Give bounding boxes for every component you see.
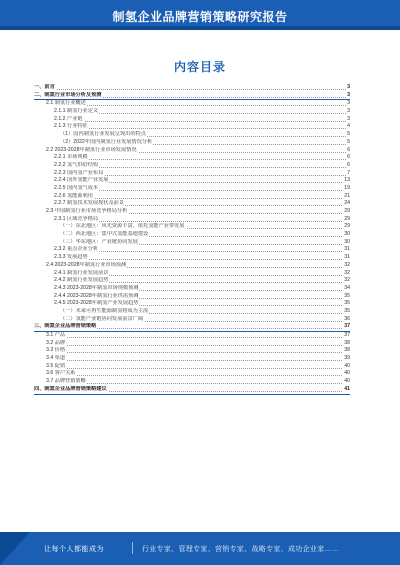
- toc-entry[interactable]: [34, 208, 350, 216]
- toc-entry-label: （2）2022年国内制氢行业发展情况分析: [60, 138, 153, 145]
- toc-entry-page: 5: [347, 131, 350, 138]
- toc-entry-label: 2.3.3 发展趋势: [54, 254, 88, 261]
- toc-entry-page: 3: [347, 84, 350, 90]
- toc-entry[interactable]: [34, 340, 350, 348]
- toc-heading: 内容目录: [173, 60, 226, 74]
- toc-entry[interactable]: [34, 193, 350, 201]
- toc-entry-page: 31: [344, 246, 350, 253]
- toc-entry[interactable]: [34, 92, 350, 101]
- toc-entry-label: 2.2.6 氢能源利用: [54, 192, 93, 199]
- toc-entry-label: 2.2.4 国外氢能产业发展: [54, 177, 109, 184]
- toc-leader-dots: [54, 259, 350, 260]
- toc-entry-page: 6: [347, 146, 350, 153]
- toc-leader-dots: [46, 345, 350, 346]
- toc-leader-dots: [46, 375, 350, 376]
- toc-entry[interactable]: [34, 370, 350, 378]
- toc-entry[interactable]: [34, 239, 350, 247]
- toc-entry[interactable]: [34, 308, 350, 316]
- toc-entry-label: 2.2.1 市场规模: [54, 154, 88, 161]
- toc-entry-label: 2.1.3 行业特征: [54, 123, 88, 130]
- toc-entry-page: 21: [344, 192, 350, 199]
- toc-entry[interactable]: [34, 355, 350, 363]
- toc-entry-page: 35: [344, 300, 350, 307]
- toc-entry-label: 三、制氢企业品牌营销策略: [34, 323, 97, 330]
- toc-entry-label: 2.2.7 制氢技术发展现状及前景: [54, 200, 125, 207]
- toc-entry-label: （二）西北地区：集中式氢能基地建设: [60, 231, 149, 238]
- toc-entry-label: （一）未来可再生能源制氢将成为主流: [60, 307, 149, 314]
- toc-entry-page: 32: [344, 261, 350, 268]
- toc-entry[interactable]: [34, 270, 350, 278]
- toc-entry[interactable]: [34, 131, 350, 139]
- toc-entry-page: 39: [344, 355, 350, 362]
- footer-divider: [132, 542, 133, 554]
- footer-roles: 行业专家、管理专家、营销专家、战略专家、成功企业家……: [142, 546, 340, 553]
- toc-entry-page: 29: [344, 215, 350, 222]
- toc-entry[interactable]: [34, 162, 350, 170]
- toc-entry-label: 2.2.3 国内氢产业布局: [54, 169, 104, 176]
- toc-entry-page: 34: [344, 284, 350, 291]
- toc-entry-label: 2.3.2 重点企业分析: [54, 246, 99, 253]
- toc-entry-page: 40: [344, 378, 350, 385]
- table-of-contents: [34, 84, 350, 395]
- toc-entry-label: 2.2 2023-2028年制氢行业市场发展情况: [46, 146, 137, 153]
- toc-entry-label: 2.4.1 制氢行业发展前景: [54, 269, 109, 276]
- toc-leader-dots: [46, 337, 350, 338]
- toc-entry[interactable]: [34, 262, 350, 270]
- toc-entry[interactable]: [34, 246, 350, 254]
- toc-leader-dots: [34, 89, 350, 90]
- toc-leader-dots: [54, 198, 350, 199]
- toc-entry-page: 35: [344, 307, 350, 314]
- report-header: [0, 0, 400, 30]
- toc-entry[interactable]: [34, 316, 350, 324]
- toc-leader-dots: [54, 121, 350, 122]
- toc-leader-dots: [46, 105, 350, 106]
- footer-slogan: 让每个人都能成为: [44, 546, 104, 553]
- toc-entry[interactable]: [34, 139, 350, 147]
- toc-entry[interactable]: [34, 116, 350, 124]
- toc-entry[interactable]: [34, 347, 350, 355]
- toc-entry-label: 3.3 价格: [46, 347, 66, 354]
- toc-entry-page: 37: [344, 323, 350, 330]
- toc-entry-page: 7: [347, 169, 350, 176]
- toc-entry[interactable]: [34, 177, 350, 185]
- toc-entry[interactable]: [34, 378, 350, 386]
- toc-entry[interactable]: [34, 108, 350, 116]
- toc-entry-page: 30: [344, 231, 350, 238]
- toc-entry-page: 35: [344, 292, 350, 299]
- toc-entry-label: 3.1 产品: [46, 332, 66, 338]
- toc-entry[interactable]: [34, 200, 350, 208]
- toc-entry-label: 2.1.2 产业链: [54, 115, 83, 122]
- toc-entry[interactable]: [34, 170, 350, 178]
- toc-entry-page: 3: [347, 91, 350, 98]
- footer-accent-wedge: [0, 532, 30, 565]
- toc-entry-page: 32: [344, 277, 350, 284]
- toc-entry-label: 2.4.3 2023-2028年制氢市场规模预测: [54, 284, 139, 291]
- toc-entry-label: 2.1 制氢行业概述: [46, 100, 86, 107]
- toc-entry-label: 3.5 促销: [46, 362, 66, 369]
- toc-entry-page: 4: [347, 123, 350, 130]
- toc-entry[interactable]: [34, 147, 350, 155]
- toc-entry-page: 38: [344, 347, 350, 354]
- footer-banner: [0, 532, 400, 565]
- toc-entry-page: 41: [344, 385, 350, 392]
- toc-entry[interactable]: [34, 300, 350, 308]
- toc-leader-dots: [46, 368, 350, 369]
- toc-entry[interactable]: [34, 323, 350, 332]
- toc-entry-page: 6: [347, 161, 350, 168]
- toc-entry-page: 37: [344, 332, 350, 338]
- toc-entry-label: 2.3 中国制氢行业市场竞争格局分析: [46, 208, 128, 214]
- header-accent-line: [0, 26, 400, 30]
- toc-entry[interactable]: [34, 277, 350, 285]
- toc-entry-page: 24: [344, 200, 350, 207]
- toc-entry-page: 3: [347, 108, 350, 115]
- report-title: 制氢企业品牌营销策略研究报告: [112, 10, 288, 24]
- toc-entry-page: 5: [347, 138, 350, 145]
- toc-entry-page: 38: [344, 339, 350, 346]
- toc-entry[interactable]: [34, 293, 350, 301]
- toc-entry-page: 29: [344, 223, 350, 230]
- toc-entry[interactable]: [34, 84, 350, 92]
- toc-entry-label: 2.4.5 2023-2028年制氢产业发展趋势: [54, 300, 139, 307]
- toc-leader-dots: [54, 159, 350, 160]
- toc-entry-label: 3.7 品牌营销策略: [46, 378, 86, 385]
- toc-entry-page: 40: [344, 362, 350, 369]
- toc-entry[interactable]: [34, 185, 350, 193]
- toc-entry[interactable]: [34, 123, 350, 131]
- toc-entry-label: 3.2 品牌: [46, 339, 66, 346]
- toc-entry-label: 2.1.1 制氢行业定义: [54, 108, 99, 115]
- toc-entry-label: （1）国内制氢行业发展呈现出的特点: [60, 131, 146, 138]
- toc-entry[interactable]: [34, 223, 350, 231]
- toc-entry[interactable]: [34, 386, 350, 395]
- toc-entry-label: （三）华东地区：产业链协同发展: [60, 238, 138, 245]
- toc-entry-label: 2.2.2 氢气供给结构: [54, 161, 99, 168]
- toc-entry-page: 36: [344, 315, 350, 322]
- toc-entry-page: 29: [344, 208, 350, 214]
- toc-entry-page: 40: [344, 370, 350, 377]
- toc-entry[interactable]: [34, 100, 350, 108]
- toc-entry-page: 3: [347, 100, 350, 107]
- toc-entry-page: 6: [347, 154, 350, 161]
- toc-leader-dots: [54, 128, 350, 129]
- toc-entry[interactable]: [34, 363, 350, 371]
- toc-entry-page: 30: [344, 238, 350, 245]
- toc-entry-label: 2.4 2023-2028年制氢行业市场预测: [46, 261, 127, 268]
- toc-leader-dots: [46, 360, 350, 361]
- toc-entry-page: 3: [347, 115, 350, 122]
- toc-entry-page: 32: [344, 269, 350, 276]
- toc-entry-label: 3.6 客户关系: [46, 370, 76, 377]
- toc-entry-label: 二、制氢行业市场分析及预测: [34, 91, 102, 98]
- toc-entry-page: 31: [344, 254, 350, 261]
- toc-leader-dots: [46, 383, 350, 384]
- toc-entry[interactable]: [34, 154, 350, 162]
- toc-entry-label: （一）东北地区：风光资源丰富，依托氢能产业带发展: [60, 223, 185, 230]
- toc-entry[interactable]: [34, 254, 350, 262]
- toc-entry-label: 3.4 渠道: [46, 355, 66, 362]
- toc-entry[interactable]: [34, 285, 350, 293]
- toc-entry-label: 2.2.5 国内氢气成本: [54, 184, 99, 191]
- toc-entry-label: 2.4.4 2023-2028年制氢行业供需预测: [54, 292, 139, 299]
- toc-entry-label: 四、制氢企业品牌营销策略建议: [34, 385, 107, 392]
- toc-entry-label: 2.3.1 区域竞争格局: [54, 215, 99, 222]
- toc-entry-label: 一、前言: [34, 84, 55, 90]
- toc-entry-page: 19: [344, 184, 350, 191]
- toc-entry[interactable]: [34, 332, 350, 340]
- toc-entry[interactable]: [34, 231, 350, 239]
- toc-entry-label: （二）氢能产业链协同发展前景广阔: [60, 315, 144, 322]
- toc-entry[interactable]: [34, 216, 350, 224]
- toc-entry-label: 2.4.2 制氢行业发展趋势: [54, 277, 109, 284]
- toc-leader-dots: [46, 352, 350, 353]
- toc-entry-page: 13: [344, 177, 350, 184]
